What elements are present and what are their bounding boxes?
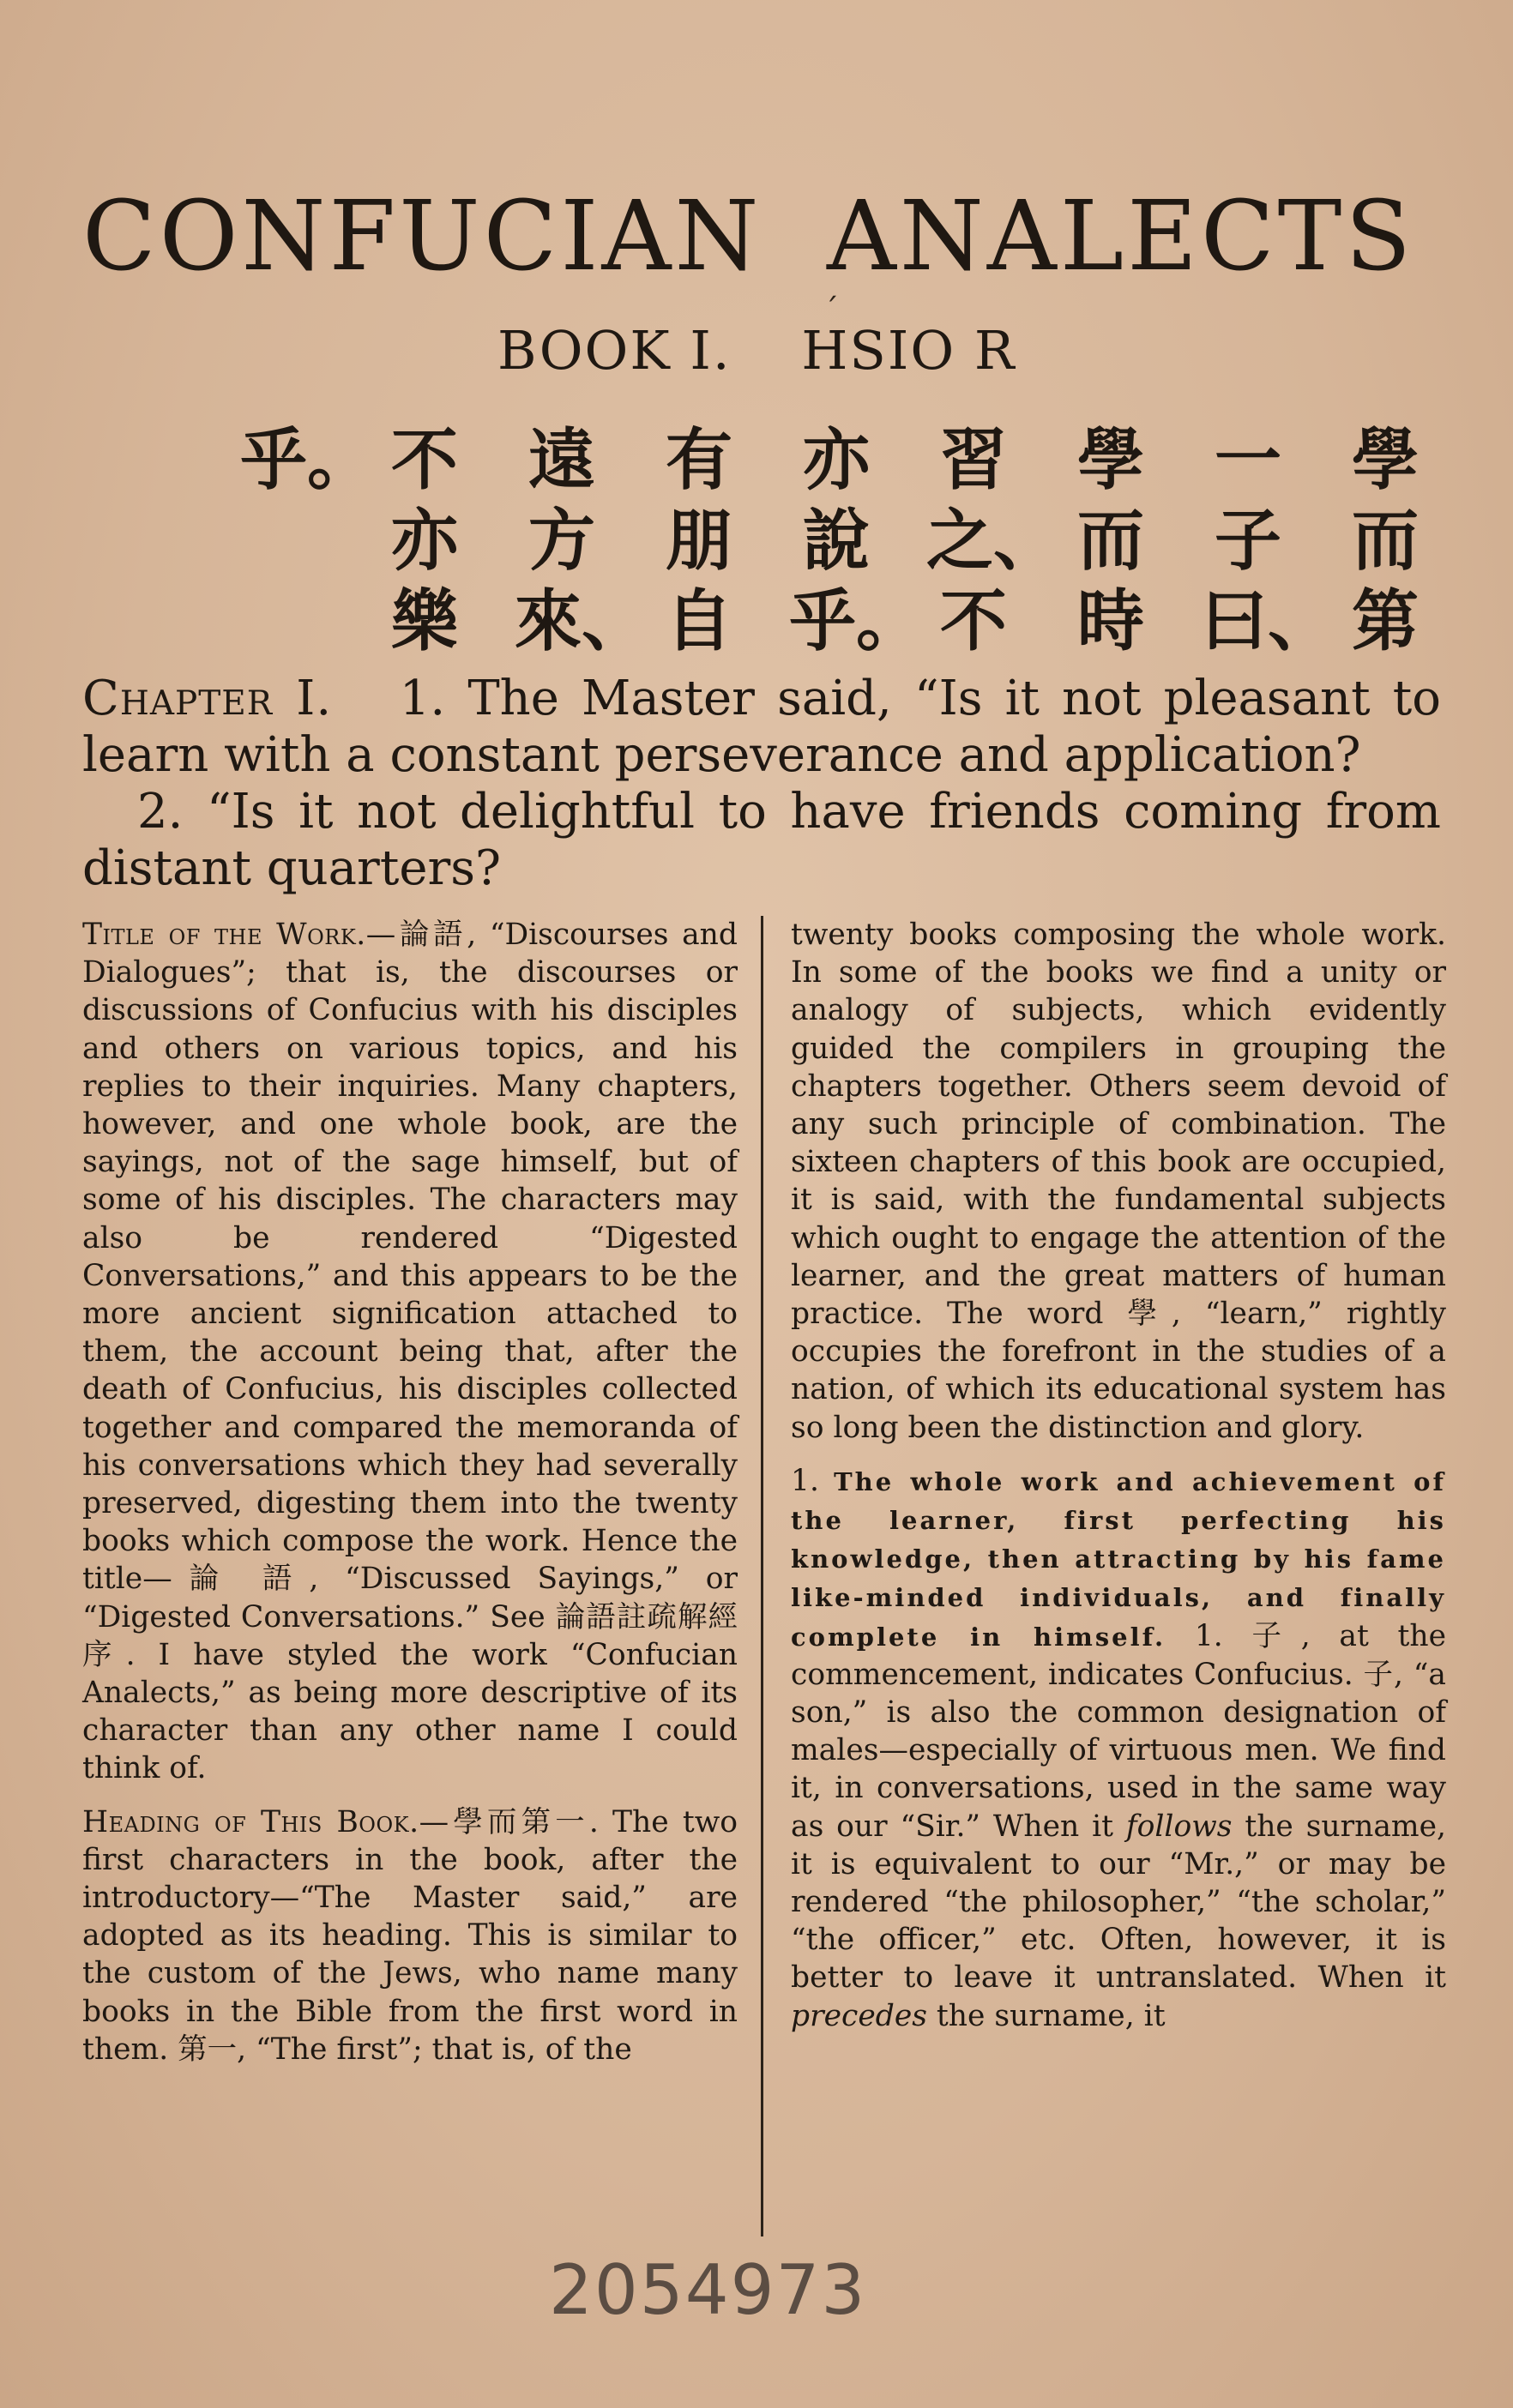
chinese-char: 習: [939, 422, 1007, 499]
chinese-char: 亦: [390, 503, 458, 580]
chinese-char: 時: [1076, 583, 1144, 660]
library-stamp-number: 2054973: [549, 2250, 867, 2330]
chinese-char: 不: [390, 422, 458, 499]
paragraph-text: the surname, it is equivalent to our “Mr.,” or may be rendered “the philosopher,” “the scholar,” “the officer,” etc. Often, however, it is better to leave it untranslated. When it: [791, 1809, 1446, 1996]
chinese-column: [926, 420, 1061, 662]
chinese-column: [789, 420, 924, 662]
chinese-char: 樂: [390, 583, 458, 660]
commentary-paragraph: [791, 1462, 1446, 2035]
chinese-char: 第: [1351, 583, 1419, 660]
verse-1: 1. The Master said, “Is it not pleasant to learn with a constant perseverance and application?: [82, 671, 1441, 783]
chinese-column: [1201, 420, 1335, 662]
chapter-verse-2: 2. “Is it not delightful to have friends coming from distant quarters?: [82, 784, 1441, 896]
commentary-paragraph: twenty books composing the whole work. In some of the books we find a unity or analogy of subjects, which evidently guided the compilers in grouping the chapters together. Others seem devoid of any such principle of combination. The sixteen chapters of this book are occupied, it is said, with the fundamental subjects which ought to engage the attention of the learner, and the great matters of human practice. The word 學, “learn,” rightly occupies the forefront in the studies of a nation, of which its educational system has so long been the distinction and glory.: [791, 918, 1446, 1445]
paragraph-text: —論語, “Discourses and Dialogues”; that is, the discourses or discussions of Confucius with his disciples and others on various topics, and his replies to their inquiries. Many chapters, however, and one whole book, are the sayings, not of the sage himself, but of some of his disciples. The characters may also be rendered “Digested Conversations,” and this appears to be the more ancient signification attached to them, the account being that, after the death of Confucius, his disciples collected together and compared the memoranda of his conversations which they had severally preserved, digesting them into the twenty books which compose the work. Hence the title—論 語, “Discussed Sayings,” or “Digested Conversations.” See 論語註疏解經序. I have styled the work “Confucian Analects,” as being more descriptive of its character than any other name I could think of.: [82, 918, 738, 1786]
chinese-char: 乎。: [789, 583, 924, 660]
paragraph-number: 1.: [791, 1463, 819, 1498]
chinese-column: [377, 420, 472, 662]
chinese-char: 學: [1076, 422, 1144, 499]
chinese-char: 來、: [515, 583, 649, 660]
commentary-paragraph: [82, 1803, 738, 2068]
tick-mark-icon: ´: [823, 293, 839, 328]
chinese-text-block: [94, 420, 1432, 660]
chinese-char: 有: [665, 422, 732, 499]
chinese-char: 自: [665, 583, 732, 660]
chinese-char: 朋: [665, 503, 732, 580]
chinese-char: 學: [1351, 422, 1419, 499]
chinese-char: 說: [802, 503, 870, 580]
italic-word: precedes: [791, 1998, 927, 2033]
chapter-verse-1: [82, 671, 1441, 784]
page-title: CONFUCIAN ANALECTS: [82, 181, 1415, 292]
chinese-char: 亦: [802, 422, 870, 499]
chinese-char: 之、: [926, 503, 1061, 580]
book-name: HSIO R: [801, 319, 1016, 382]
paragraph-text: the surname, it: [936, 1998, 1166, 2033]
book-number: BOOK I.: [497, 319, 732, 382]
chinese-char: 一: [1214, 422, 1281, 499]
left-commentary-column: [82, 916, 738, 2068]
chinese-char: 子: [1214, 503, 1281, 580]
chinese-char: 乎。: [240, 422, 375, 499]
paragraph-text: —學而第一. The two first characters in the book, after the introductory—“The Master said,” are adopted as its heading. This is similar to the custom of the Jews, who name many books in the Bible from the first word in them. 第一, “The first”; that is, of the: [82, 1804, 738, 2067]
chinese-char: 而: [1076, 503, 1144, 580]
italic-word: follows: [1125, 1809, 1233, 1844]
paragraph-heading: Title of the Work.: [82, 918, 366, 952]
chapter-text: [82, 671, 1441, 897]
commentary-columns: [82, 916, 1446, 2236]
chinese-char: 曰、: [1201, 583, 1335, 660]
paragraph-heading: Heading of This Book.: [82, 1804, 419, 1839]
commentary-paragraph: [82, 916, 738, 1788]
paragraph-text: 1. 子, at the commencement, indicates Confucius. 子, “a son,” is also the common designation of males—especially of virtuous men. We find it, in conversations, used in the same way as our “Sir.” When it: [791, 1618, 1447, 1844]
chinese-char: 方: [527, 503, 595, 580]
chinese-column: [515, 420, 649, 662]
chapter-label: Chapter I.: [82, 671, 333, 726]
right-commentary-column: [791, 916, 1446, 2035]
chinese-column: [1338, 420, 1432, 662]
chapter-summary: The whole work and achievement of the learner, first perfecting his knowledge, then attracting by his fame like-minded individuals, and finally complete in himself.: [791, 1466, 1446, 1652]
chinese-column: [1064, 420, 1158, 662]
chinese-column: [240, 420, 375, 501]
column-divider: [761, 916, 763, 2236]
chinese-char: 而: [1351, 503, 1419, 580]
chinese-char: 遠: [527, 422, 595, 499]
chinese-char: 不: [939, 583, 1007, 660]
book-heading: [497, 319, 1016, 382]
chinese-column: [652, 420, 746, 662]
